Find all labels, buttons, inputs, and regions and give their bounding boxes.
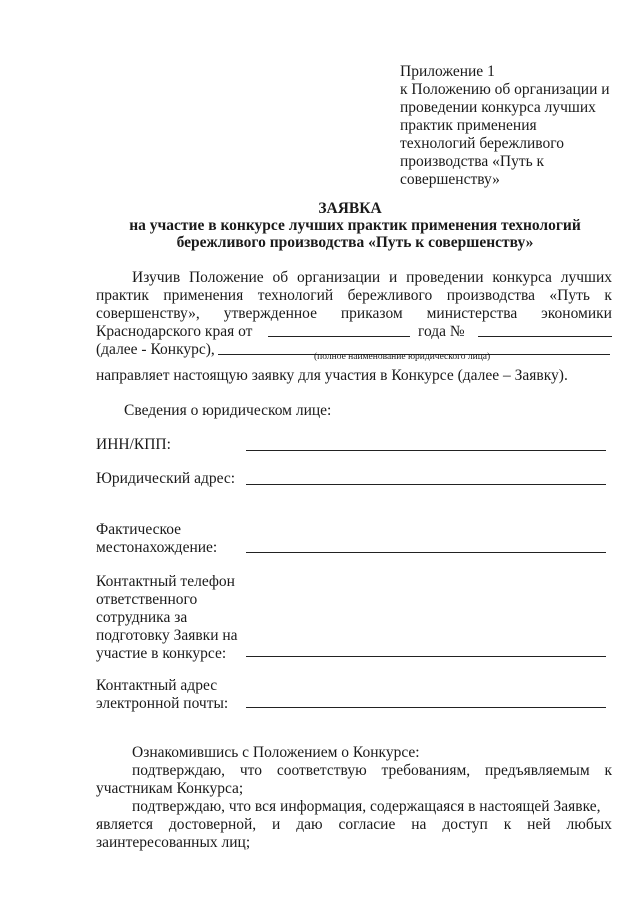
word: Положение bbox=[188, 269, 264, 286]
word: доступ bbox=[442, 816, 488, 833]
word: к bbox=[503, 816, 512, 833]
appendix-line: к Положению об организации и bbox=[400, 81, 610, 98]
confirm-line-3-end: заинтересованных лиц; bbox=[96, 834, 251, 851]
confirm-heading: Ознакомившись с Положением о Конкурсе: bbox=[132, 744, 420, 761]
confirm-line-1-end: участникам Конкурса; bbox=[96, 780, 244, 797]
word: ней bbox=[527, 816, 551, 833]
actual-location-label: местонахождение: bbox=[96, 539, 218, 556]
actual-location-label: Фактическое bbox=[96, 521, 182, 538]
appendix-line: практик применения bbox=[400, 117, 537, 134]
confirm-line-3 bbox=[96, 815, 612, 834]
word: любых bbox=[566, 816, 612, 833]
intro-region: Краснодарского края от bbox=[96, 323, 253, 340]
legal-address-label: Юридический адрес: bbox=[96, 470, 236, 487]
phone-label: ответственного bbox=[96, 591, 198, 608]
word: лучших bbox=[560, 269, 612, 286]
word: что bbox=[239, 762, 263, 779]
legal-address-field-line[interactable] bbox=[246, 484, 606, 485]
word: согласие bbox=[338, 816, 396, 833]
word: министерства bbox=[426, 305, 518, 322]
phone-label: Контактный телефон bbox=[96, 573, 235, 590]
word: об bbox=[272, 269, 289, 286]
word: к bbox=[604, 287, 612, 304]
word: предъявляемым bbox=[484, 762, 590, 779]
word: бережливого bbox=[347, 287, 433, 304]
email-field-line[interactable] bbox=[246, 707, 606, 708]
word: конкурса bbox=[492, 269, 552, 286]
word: совершенству», bbox=[96, 305, 200, 322]
legal-heading: Сведения о юридическом лице: bbox=[124, 402, 332, 419]
phone-field-line[interactable] bbox=[246, 656, 606, 657]
email-label: электронной почты: bbox=[96, 695, 229, 712]
phone-label: участие в конкурсе: bbox=[96, 645, 227, 662]
word: применения bbox=[163, 287, 244, 304]
intro-submits: направляет настоящую заявку для участия в Конкурсе (далее – Заявку). bbox=[96, 367, 568, 384]
word: практик bbox=[96, 287, 149, 304]
word: соответствую bbox=[276, 762, 367, 779]
word: достоверной, bbox=[168, 816, 257, 833]
word: экономики bbox=[541, 305, 612, 322]
date-field-line[interactable] bbox=[268, 336, 410, 337]
document-title: ЗАЯВКА bbox=[318, 200, 382, 217]
word: проведении bbox=[406, 269, 484, 286]
appendix-line: производства «Путь к bbox=[400, 153, 545, 170]
word: требованиям, bbox=[381, 762, 471, 779]
intro-line-2 bbox=[96, 286, 612, 305]
word: подтверждаю, bbox=[132, 762, 226, 779]
word: и bbox=[272, 816, 281, 833]
field-caption: (полное наименование юридического лица) bbox=[314, 352, 491, 362]
confirm-line-1 bbox=[132, 761, 612, 780]
word: организации bbox=[296, 269, 381, 286]
word: Изучив bbox=[132, 269, 181, 286]
appendix-line: технологий бережливого bbox=[400, 135, 564, 152]
email-label: Контактный адрес bbox=[96, 677, 218, 694]
order-number-field-line[interactable] bbox=[478, 336, 612, 337]
phone-label: сотрудника за bbox=[96, 609, 188, 626]
intro-line-1 bbox=[132, 268, 612, 287]
phone-label: подготовку Заявки на bbox=[96, 627, 238, 644]
appendix-line: Приложение 1 bbox=[400, 63, 495, 80]
word: «Путь bbox=[549, 287, 590, 304]
intro-year: года № bbox=[418, 323, 465, 340]
word: и bbox=[389, 269, 398, 286]
word: к bbox=[604, 762, 612, 779]
word: на bbox=[411, 816, 427, 833]
word: производства bbox=[446, 287, 535, 304]
word: технологий bbox=[257, 287, 334, 304]
document-subtitle: бережливого производства «Путь к совершенству» bbox=[176, 234, 534, 251]
actual-location-field-line[interactable] bbox=[246, 552, 606, 553]
confirm-line-2: подтверждаю, что вся информация, содержащаяся в настоящей Заявке, bbox=[132, 798, 601, 815]
document-subtitle: на участие в конкурсе лучших практик применения технологий bbox=[129, 217, 581, 234]
appendix-line: совершенству» bbox=[400, 171, 500, 188]
word: даю bbox=[296, 816, 323, 833]
intro-hereinafter: (далее - Конкурс), bbox=[96, 341, 215, 358]
word: является bbox=[96, 816, 153, 833]
word: утвержденное bbox=[223, 305, 317, 322]
word: приказом bbox=[340, 305, 403, 322]
inn-field-line[interactable] bbox=[246, 450, 606, 451]
intro-line-3 bbox=[96, 304, 612, 323]
inn-label: ИНН/КПП: bbox=[96, 436, 171, 453]
appendix-line: проведении конкурса лучших bbox=[400, 99, 596, 116]
